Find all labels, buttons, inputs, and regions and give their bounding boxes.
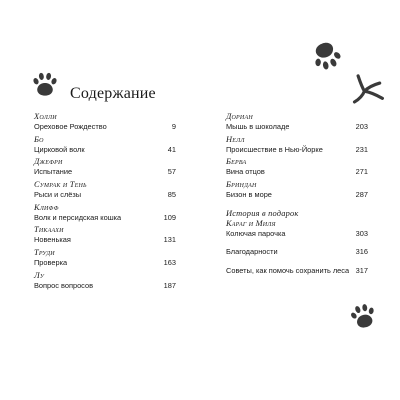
toc-entry-title: Ореховое Рождество: [34, 122, 107, 131]
toc-entry[interactable]: [226, 229, 368, 239]
toc-entry[interactable]: [226, 190, 368, 200]
toc-entry[interactable]: [34, 122, 176, 132]
toc-entry[interactable]: [34, 213, 176, 223]
toc-entry-title: Проверка: [34, 258, 68, 268]
toc-entry-page: 317: [355, 266, 368, 276]
toc-entry[interactable]: [226, 122, 368, 132]
toc-entry-page: 57: [167, 167, 176, 177]
toc-entry[interactable]: [226, 145, 368, 155]
toc-entry-title: Колючая парочка: [226, 228, 286, 238]
toc-author: Бо: [34, 134, 44, 144]
toc-author: Сумрак и Тень: [34, 180, 87, 190]
toc-entry-title: Мышь в шоколаде: [226, 122, 290, 131]
toc-entry-title: Волк и персидская кошка: [34, 212, 122, 222]
toc-entry[interactable]: [34, 190, 176, 200]
toc-entry-page: 271: [355, 167, 368, 177]
toc-entry-page: 303: [355, 228, 368, 238]
toc-entry-title: Происшествие в Нью-Йорке: [226, 144, 323, 154]
toc-entry-page: 163: [163, 258, 176, 268]
toc-entry-page: 9: [171, 122, 176, 131]
toc-author: Джефри: [34, 157, 63, 167]
page-title: Содержание: [70, 84, 156, 102]
toc-entry-title: Рыси и слёзы: [34, 190, 82, 200]
toc-entry-title: Советы, как помочь сохранить леса: [226, 266, 350, 276]
toc-author: Дориан: [226, 112, 253, 121]
toc-entry-title: Новенькая: [34, 235, 71, 245]
toc-author: Берва: [226, 157, 247, 167]
toc-entry-page: 187: [163, 280, 176, 290]
toc-left-column: [34, 112, 176, 291]
toc-entry-title: Благодарности: [226, 247, 278, 257]
toc-gift-label: История в подарок: [226, 208, 299, 218]
toc-author: Караг и Миля: [226, 218, 276, 228]
toc-entry-acknowledgements[interactable]: [226, 247, 368, 257]
toc-entry-page: 85: [167, 190, 176, 200]
toc-author: Бриндан: [226, 180, 257, 190]
toc-entry[interactable]: [34, 235, 176, 245]
toc-entry[interactable]: [34, 167, 176, 177]
toc-entry-title: Вопрос вопросов: [34, 280, 94, 290]
toc-author: Труди: [34, 248, 55, 258]
toc-entry-page: 231: [355, 144, 368, 154]
toc-entry[interactable]: [34, 258, 176, 268]
toc-author: Холли: [34, 112, 57, 121]
toc-entry-page: 316: [355, 247, 368, 257]
paw-print-icon: [305, 35, 349, 79]
paw-print-icon: [345, 297, 382, 334]
toc-entry-page: 287: [355, 190, 368, 200]
toc-entry-page: 41: [167, 144, 176, 154]
toc-author: Нелл: [226, 134, 245, 144]
toc-entry-page: 131: [163, 235, 176, 245]
toc-entry-forest-tips[interactable]: [226, 266, 368, 276]
toc-entry-title: Цирковой волк: [34, 144, 85, 154]
toc-entry[interactable]: [226, 167, 368, 177]
toc-entry-title: Испытание: [34, 167, 73, 177]
toc-entry[interactable]: [34, 281, 176, 291]
paw-print-icon: [30, 68, 60, 98]
toc-entry[interactable]: [34, 145, 176, 155]
toc-entry-title: Бизон в море: [226, 190, 272, 200]
toc-author: Лу: [34, 270, 45, 280]
toc-entry-page: 203: [355, 122, 368, 131]
toc-right-column: [226, 112, 368, 276]
toc-entry-title: Вина отцов: [226, 167, 265, 177]
toc-author: Клифф: [34, 202, 59, 212]
toc-entry-page: 109: [163, 212, 176, 222]
bird-foot-print-icon: [350, 70, 386, 106]
toc-author: Тикаахи: [34, 225, 64, 235]
